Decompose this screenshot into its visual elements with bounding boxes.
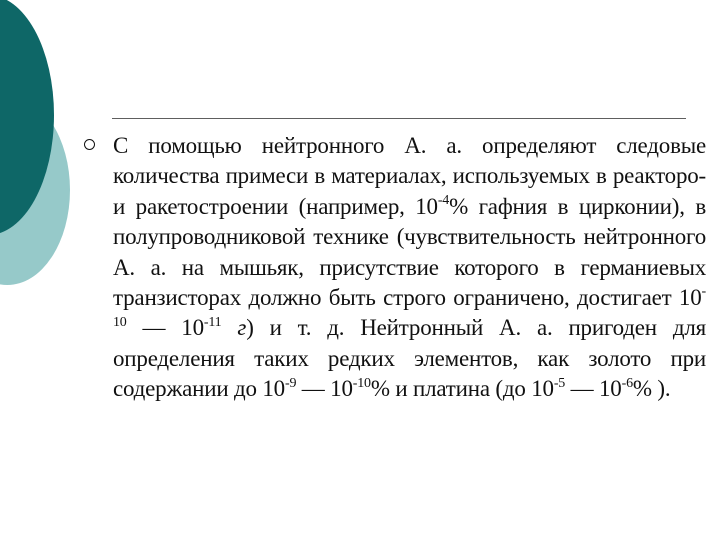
exponent: -11 — [203, 314, 222, 330]
paragraph-text: — 10 — [296, 376, 353, 402]
exponent: -10 — [352, 375, 371, 391]
exponent: -6 — [621, 375, 633, 391]
unit-gram: г — [237, 315, 247, 341]
body-paragraph — [113, 131, 706, 405]
hollow-circle-bullet-icon — [84, 139, 95, 150]
exponent: -9 — [284, 375, 297, 391]
exponent: -4 — [437, 193, 450, 209]
paragraph-text: — 10 — [565, 376, 622, 402]
title-divider-line — [112, 118, 686, 119]
paragraph-text: ) и т. д. Нейтронный А. а. пригоден для определения таких редких элементов, как золото при содержании до 10 — [113, 315, 706, 402]
paragraph-text: С помощью нейтронного А. а. определяют следовые количества примеси в материалах, используемых в реакторо- и ракетостроении (например, 10 — [113, 133, 706, 219]
paragraph-text — [221, 315, 237, 340]
paragraph-text: — 10 — [126, 315, 204, 341]
paragraph-text: % гафния в цирконии), в полупроводниковой технике (чувствительность нейтронного А. а. на мышьяк, присутствие которого в германиевых транзисторах должно быть строго ограничено, достигает 10 — [113, 193, 706, 311]
paragraph-text: % ). — [632, 376, 671, 402]
paragraph-text: % и платина (до 10 — [370, 376, 554, 402]
exponent: -10 — [113, 284, 706, 330]
exponent: -5 — [553, 375, 566, 391]
